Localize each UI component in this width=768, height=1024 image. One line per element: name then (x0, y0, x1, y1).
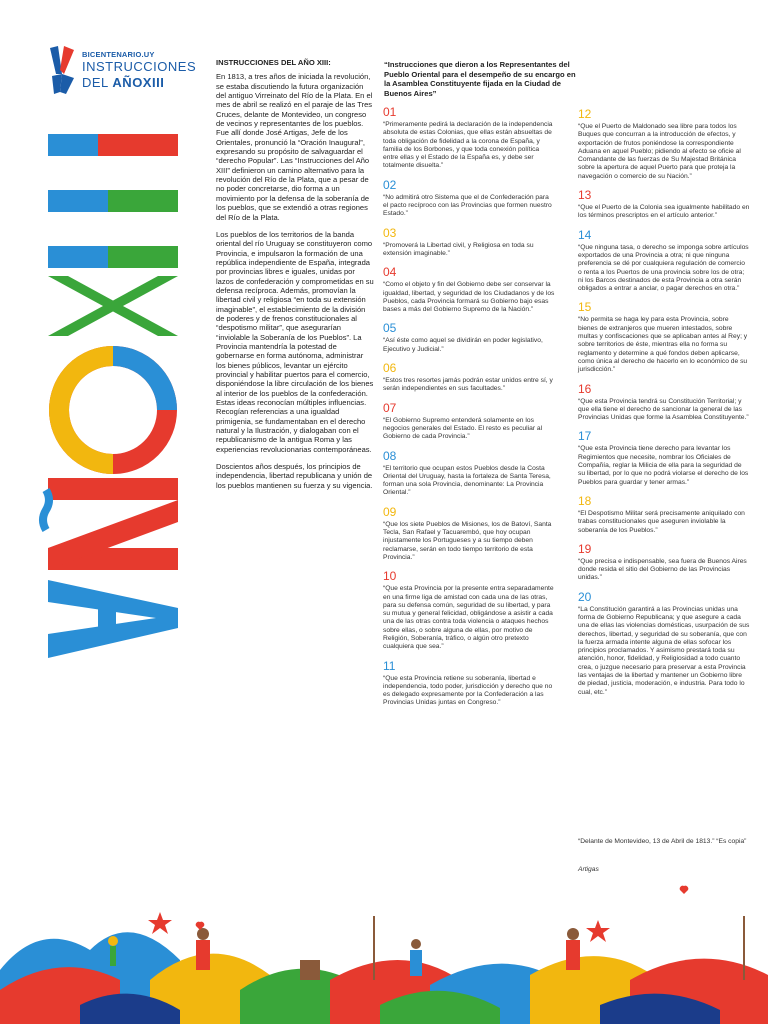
letter-o (59, 356, 167, 464)
article-text: “Estos tres resortes jamás podrán estar unidos entre sí, y serán independientes en sus facultades.” (383, 377, 553, 393)
article-15 (578, 301, 750, 374)
article-number: 13 (578, 188, 592, 203)
article-04 (383, 266, 555, 314)
article-text: “El Despotismo Militar será precisamente aniquilado con trabas constitucionales que aseguren inviolable la soberanía de los Pueblos.” (578, 509, 745, 534)
article-number: 16 (578, 381, 592, 396)
article-18 (578, 495, 750, 535)
article-number: 17 (578, 429, 592, 444)
logo-line-2: INSTRUCCIONES (82, 59, 197, 74)
signature: Artigas (578, 866, 599, 873)
article-number: 01 (383, 105, 397, 119)
articles-column-left (383, 106, 555, 716)
letter-a (48, 580, 178, 658)
article-17 (578, 430, 750, 486)
letters-iii (48, 134, 178, 268)
article-number: 15 (578, 300, 592, 315)
article-number: 06 (383, 361, 397, 376)
article-20 (578, 591, 750, 697)
article-text: “Que el Puerto de Maldonado sea libre para todos los Buques que concurran a la introducción de efectos, y exportación de frutos poniéndose la correspondiente Aduana en aquel Pueblo; pidiendo al efecto se oficie al Comandante de las fuerzas de Su Majestad Británica sobre la apertura de aquel Puerto para que proteja la navegación o comercio de su Nación.” (578, 123, 741, 180)
article-text: “Que el Puerto de la Colonia sea igualmente habilitado en los términos prescriptos en el artículo anterior.” (578, 204, 750, 220)
article-text: “Que precisa e indispensable, sea fuera de Buenos Aires donde resida el sitio del Gobierno de las Provincias unidas.” (578, 557, 747, 582)
article-number: 18 (578, 493, 592, 508)
closing-text: “Delante de Montevideo, 13 de Abril de 1813.” “Es copia” (578, 838, 747, 845)
article-text: “Promoverá la Libertad civil, y Religiosa en toda su extensión imaginable.” (383, 241, 534, 257)
article-01 (383, 106, 555, 171)
article-05 (383, 322, 555, 354)
intro-column (216, 58, 374, 498)
article-text: “Que los siete Pueblos de Misiones, los de Batoví, Santa Tecla, San Rafael y Tacuarembó, que hoy ocupan injustamente los Portugueses y a su tiempo deben reclamarse, serán en todo tiempo territorio de esta Provincia.” (383, 520, 552, 561)
intro-paragraph-2: Los pueblos de los territorios de la banda oriental del río Uruguay se constituyeron como Provincia, e impulsaron la formación de una república independiente de España, integrada por provincias libres e iguales, unidas por lazos de confederación y comprometidas en su defensa recíproca. Además, promovían la libertad civil y religiosa “en toda su extensión imaginable”, el establecimiento de la división de poderes y de frenos constitucionales al “despotismo militar”, que asegurarían “inviolable la Soberanía de los Pueblos”. La Provincia mantendría la potestad de gobernarse en forma autónoma, administrar los bienes públicos, levantar un ejército provincial y habilitar puertos para el comercio, disponiéndose la libre circulación de los bienes al interior de los pueblos de la confederación. Estas ideas reconocían múltiples influencias. Recogían referencias a una igualdad primigenia, se fundamentaban en el derecho natural y la Ilustración, y dialogaban con el republicanismo de la antigua Roma y las experiencias revolucionarias contemporáneas. (216, 229, 374, 454)
article-number: 08 (383, 448, 397, 463)
article-text: “Que esta Provincia tiene derecho para levantar los Regimientos que necesite, nombrar los Oficiales de Compañía, reglar la Milicia de ella para la seguridad de su libertad, por lo que no podrá violarse el derecho de los Pueblos para guardar y tener armas.” (578, 445, 749, 486)
big-title-ano-xiii (38, 128, 188, 668)
article-07 (383, 402, 555, 442)
letter-x (48, 276, 178, 336)
article-number: 04 (383, 265, 397, 280)
article-16 (578, 383, 750, 423)
articles-column-right (578, 108, 750, 705)
article-text: “No admitirá otro Sistema que el de Confederación para el pacto recíproco con las Provincias que formen nuestro Estado.” (383, 193, 552, 218)
instructions-header: “Instrucciones que dieron a los Representantes del Pueblo Oriental para el desempeño de su encargo en la Asamblea Constituyente fijada en la Ciudad de Buenos Aires” (384, 60, 576, 98)
article-text: “Primeramente pedirá la declaración de la independencia absoluta de estas Colonias, que ellas están absueltas de toda obligación de fidelidad a la corona de España, y familia de los Borbones, y que toda conexión política entre ellas y el Estado de la España es, y debe ser totalmente disuelta.” (383, 121, 553, 170)
article-08 (383, 450, 555, 498)
intro-paragraph-3: Doscientos años después, los principios de independencia, libertad republicana y unión de los pueblos mantienen su fuerza y su vigencia. (216, 462, 373, 490)
logo-line-1: BICENTENARIO.UY (82, 50, 155, 59)
article-text: “El territorio que ocupan estos Pueblos desde la Costa Oriental del Uruguay, hasta la fortaleza de Santa Teresa, forman una sola Provincia, denominante: La Provincia Oriental.” (383, 464, 551, 497)
intro-paragraph-1: En 1813, a tres años de iniciada la revolución, se estaba discutiendo la futura organización del antiguo Virreinato del Río de la Plata. En el mes de abril se realizó en el paraje de las Tres Cruces, delante de Montevideo, un congreso de vecinos y representantes de los pueblos. Fue allí donde José Artigas, Jefe de los Orientales, pronunció la “Oración Inaugural”, expresando su propósito de salvaguardar el “derecho Popular”. Las “Instrucciones del Año XIII” definieron un camino alternativo para la revolución del Río de la Plata, que a pesar de no poder concretarse, dio forma a un movimiento por la defensa de la soberanía de los pueblos, que se extendió a otras regiones del Río de la Plata. (216, 72, 373, 222)
bicentenario-logo (48, 44, 197, 100)
article-number: 03 (383, 225, 397, 240)
article-text: “La Constitución garantirá a las Provincias unidas una forma de Gobierno Republicana; y que asegure a cada una de ellas las violencias domésticas, usurpación de sus derechos, libertad, y seguridad de su soberanía, que con la fuerza armada intente alguna de ellas sofocar los principios proclamados. Y asimismo prestará toda su atención, honor, fidelidad, y Religiosidad a todo cuanto crea, o juzgue necesario para preservar a esta Provincia las ventajas de la libertad y mantener un Gobierno libre de piedad, justicia, moderación, e industria. Para todo lo cual, etc.” (578, 605, 750, 696)
logo-mark-icon (48, 44, 78, 96)
article-19 (578, 543, 750, 583)
article-number: 11 (383, 658, 396, 673)
article-text: “Que ninguna tasa, o derecho se imponga sobre artículos exportados de una Provincia a otra; ni que ninguna preferencia se dé por cualquiera regulación de comercio o renta a los Puertos de una provincia sobre los de otra; ni los Barcos destinados de esta Provincia a otra serán obligados a entrar a anclar, o pagar derechos en otra.” (578, 243, 749, 293)
article-number: 02 (383, 177, 397, 192)
intro-title: INSTRUCCIONES DEL AÑO XIII: (216, 58, 331, 67)
letter-n-tilde (43, 478, 178, 570)
article-10 (383, 570, 555, 651)
article-03 (383, 227, 555, 259)
article-text: “El Gobierno Supremo entenderá solamente en los negocios generales del Estado. El resto es peculiar al Gobierno de cada Provincia.” (383, 416, 543, 441)
article-number: 09 (383, 504, 397, 519)
article-text: “Así éste como aquel se dividirán en poder legislativo, Ejecutivo y Judicial.” (383, 337, 543, 353)
article-number: 14 (578, 227, 592, 242)
article-09 (383, 506, 555, 562)
article-14 (578, 229, 750, 294)
article-text: “No permita se haga ley para esta Provincia, sobre bienes de extranjeros que mueren intestados, sobre multas y confiscaciones que se aplicaban antes al Rey; y sobre territorios de éste, mientras ella no forma su reglamento y determine a qué fondos deben aplicarse, como única al derecho de hacerlo en lo económico de su jurisdicción.” (578, 316, 748, 374)
article-text: “Que esta Provincia tendrá su Constitución Territorial; y que ella tiene el derecho de sancionar la general de las Provincias Unidas que forme la Asamblea Constituyente.” (578, 397, 749, 422)
article-02 (383, 179, 555, 219)
article-number: 10 (383, 569, 397, 584)
festive-crowd-illustration (0, 880, 768, 1024)
article-11 (383, 660, 555, 708)
article-06 (383, 362, 555, 394)
article-number: 12 (578, 107, 592, 121)
article-text: “Que esta Provincia retiene su soberanía, libertad e independencia, todo poder, jurisdicción y derecho que no es delegado expresamente por la Confederación a las Provincias Unidas juntas en Congreso.” (383, 674, 553, 707)
logo-line-3: DEL AÑOXIII (82, 75, 165, 90)
article-12 (578, 108, 750, 181)
article-13 (578, 189, 750, 221)
article-number: 19 (578, 541, 592, 556)
article-text: “Como el objeto y fin del Gobierno debe ser conservar la igualdad, libertad, y seguridad de los Ciudadanos y de los Pueblos, cada Provincia formará su Gobierno bajo esas bases a más del Gobierno Supremo de la Nación.” (383, 281, 555, 314)
article-number: 05 (383, 321, 397, 336)
umbrellas-and-figures (0, 886, 768, 1024)
article-number: 20 (578, 589, 592, 604)
article-text: “Que esta Provincia por la presente entra separadamente en una firme liga de amistad con cada una de las otras, para su defensa común, seguridad de su libertad, y para su mutua y general felicidad, obligándose a asistir a cada una de las otras contra toda violencia o ataques hechos sobre ellas, o sobre alguna de ellas, por motivo de Religión, Soberanía, tráfico, o algún otro pretexto cualquiera que sea.” (383, 585, 554, 651)
article-number: 07 (383, 400, 397, 415)
